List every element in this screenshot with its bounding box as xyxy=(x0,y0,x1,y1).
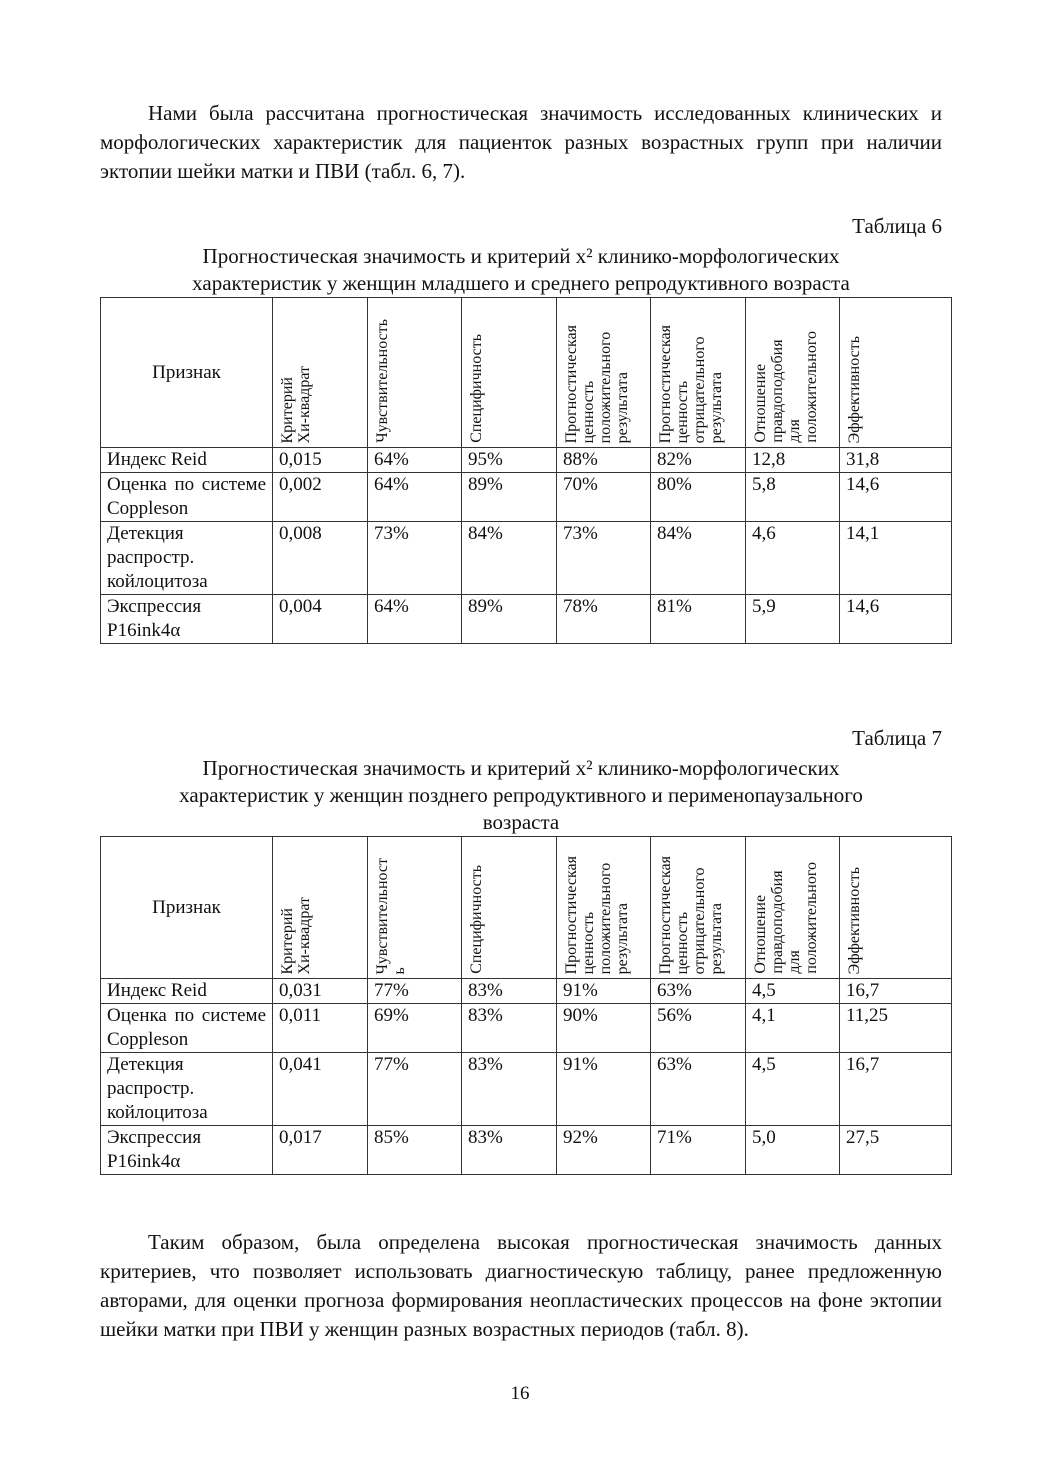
table7-header-efficiency xyxy=(840,837,952,979)
table6-header-sensitivity-text: Чувствительность xyxy=(374,319,391,443)
row-chi: 0,017 xyxy=(273,1126,368,1175)
table7-header-sensitivity-text: Чувствительност ь xyxy=(374,857,408,974)
row-npv: 81% xyxy=(651,595,746,644)
row-ppv: 73% xyxy=(557,522,651,595)
table6-header-specificity-text: Специфичность xyxy=(468,334,485,443)
row-efficiency: 14,1 xyxy=(840,522,952,595)
table7-title-line1: Прогностическая значимость и критерий х² клинико-морфологических xyxy=(202,756,840,780)
row-specificity: 89% xyxy=(462,595,557,644)
row-specificity: 83% xyxy=(462,1126,557,1175)
row-feature: Детекция распростр. койлоцитоза xyxy=(101,522,273,595)
row-feature: Индекс Reid xyxy=(101,448,273,473)
table6-header-lr xyxy=(746,298,840,448)
row-ppv: 70% xyxy=(557,473,651,522)
row-specificity: 83% xyxy=(462,1004,557,1053)
table6 xyxy=(100,297,952,644)
row-chi: 0,002 xyxy=(273,473,368,522)
row-npv: 80% xyxy=(651,473,746,522)
row-lr: 4,1 xyxy=(746,1004,840,1053)
table-row xyxy=(101,448,952,473)
row-npv: 56% xyxy=(651,1004,746,1053)
row-chi: 0,008 xyxy=(273,522,368,595)
row-specificity: 89% xyxy=(462,473,557,522)
conclusion-text: Таким образом, была определена высокая прогностическая значимость данных критериев, что позволяет использовать диагностическую таблицу, ранее предложенную авторами, для оценки прогноза формирования неопластических процессов на фоне эктопии шейки матки при ПВИ у женщин разных возрастных периодов (табл. 8). xyxy=(100,1230,942,1341)
row-npv: 63% xyxy=(651,1053,746,1126)
table6-title-line1: Прогностическая значимость и критерий х² клинико-морфологических xyxy=(202,244,840,268)
table-row xyxy=(101,979,952,1004)
table7-header-ppv xyxy=(557,837,651,979)
row-chi: 0,011 xyxy=(273,1004,368,1053)
row-feature: Оценка по системе Coppleson xyxy=(101,473,273,522)
table7-header-ppv-text: Прогностическая ценность положительного результата xyxy=(563,855,631,974)
intro-paragraph xyxy=(100,99,942,186)
row-sensitivity: 69% xyxy=(368,1004,462,1053)
table-row xyxy=(101,1004,952,1053)
row-efficiency: 31,8 xyxy=(840,448,952,473)
row-feature: Оценка по системе Coppleson xyxy=(101,1004,273,1053)
row-efficiency: 14,6 xyxy=(840,473,952,522)
table6-header-feature: Признак xyxy=(101,298,273,448)
row-ppv: 92% xyxy=(557,1126,651,1175)
row-npv: 71% xyxy=(651,1126,746,1175)
table7-header-row xyxy=(101,837,952,979)
row-sensitivity: 73% xyxy=(368,522,462,595)
row-ppv: 90% xyxy=(557,1004,651,1053)
row-lr: 5,9 xyxy=(746,595,840,644)
table6-header-row xyxy=(101,298,952,448)
table6-header-npv xyxy=(651,298,746,448)
table-row xyxy=(101,473,952,522)
row-lr: 4,5 xyxy=(746,1053,840,1126)
table7-header-feature: Признак xyxy=(101,837,273,979)
table6-header-chi xyxy=(273,298,368,448)
row-sensitivity: 77% xyxy=(368,1053,462,1126)
table7-title-line2: характеристик у женщин позднего репродуктивного и перименопаузального xyxy=(179,783,863,807)
table6-header-sensitivity xyxy=(368,298,462,448)
table7-header-sensitivity xyxy=(368,837,462,979)
row-sensitivity: 64% xyxy=(368,448,462,473)
row-chi: 0,031 xyxy=(273,979,368,1004)
row-specificity: 83% xyxy=(462,979,557,1004)
row-npv: 84% xyxy=(651,522,746,595)
table6-header-ppv-text: Прогностическая ценность положительного результата xyxy=(563,324,631,443)
row-feature: Экспрессия P16ink4α xyxy=(101,1126,273,1175)
table6-header-lr-text: Отношение правдоподобия для положительного xyxy=(752,331,820,443)
table7-title-line3: возраста xyxy=(482,810,560,834)
table6-header-specificity xyxy=(462,298,557,448)
table6-label: Таблица 6 xyxy=(852,214,942,238)
conclusion-paragraph xyxy=(100,1228,942,1344)
table6-title-line2: характеристик у женщин младшего и среднего репродуктивного возраста xyxy=(192,271,850,295)
table7 xyxy=(100,836,952,1175)
row-chi: 0,004 xyxy=(273,595,368,644)
row-specificity: 95% xyxy=(462,448,557,473)
row-specificity: 84% xyxy=(462,522,557,595)
table7-header-lr xyxy=(746,837,840,979)
row-lr: 12,8 xyxy=(746,448,840,473)
row-sensitivity: 77% xyxy=(368,979,462,1004)
row-ppv: 91% xyxy=(557,979,651,1004)
table6-header-chi-text: Критерий Хи-квадрат xyxy=(279,365,313,443)
row-ppv: 78% xyxy=(557,595,651,644)
table7-header-chi-text: Критерий Хи-квадрат xyxy=(279,896,313,974)
row-feature: Экспрессия P16ink4α xyxy=(101,595,273,644)
intro-text: Нами была рассчитана прогностическая значимость исследованных клинических и морфологических характеристик для пациенток разных возрастных групп при наличии эктопии шейки матки и ПВИ (табл. 6, 7). xyxy=(100,101,942,183)
row-lr: 5,8 xyxy=(746,473,840,522)
row-efficiency: 11,25 xyxy=(840,1004,952,1053)
row-efficiency: 16,7 xyxy=(840,979,952,1004)
row-lr: 4,5 xyxy=(746,979,840,1004)
table-row xyxy=(101,1053,952,1126)
row-feature: Детекция распростр. койлоцитоза xyxy=(101,1053,273,1126)
table6-header-ppv xyxy=(557,298,651,448)
table-row xyxy=(101,1126,952,1175)
row-efficiency: 27,5 xyxy=(840,1126,952,1175)
row-chi: 0,015 xyxy=(273,448,368,473)
table-row xyxy=(101,522,952,595)
table-row xyxy=(101,595,952,644)
row-feature: Индекс Reid xyxy=(101,979,273,1004)
row-chi: 0,041 xyxy=(273,1053,368,1126)
table7-label: Таблица 7 xyxy=(852,726,942,750)
row-specificity: 83% xyxy=(462,1053,557,1126)
page-number: 16 xyxy=(510,1383,530,1404)
table6-header-efficiency xyxy=(840,298,952,448)
table7-header-specificity-text: Специфичность xyxy=(468,865,485,974)
row-sensitivity: 64% xyxy=(368,473,462,522)
table6-header-npv-text: Прогностическая ценность отрицательного результата xyxy=(657,324,725,443)
row-npv: 82% xyxy=(651,448,746,473)
table7-header-npv xyxy=(651,837,746,979)
row-efficiency: 14,6 xyxy=(840,595,952,644)
table7-header-lr-text: Отношение правдоподобия для положительного xyxy=(752,862,820,974)
table7-header-npv-text: Прогностическая ценность отрицательного результата xyxy=(657,855,725,974)
row-sensitivity: 85% xyxy=(368,1126,462,1175)
table7-header-specificity xyxy=(462,837,557,979)
table7-header-chi xyxy=(273,837,368,979)
row-ppv: 91% xyxy=(557,1053,651,1126)
row-lr: 5,0 xyxy=(746,1126,840,1175)
table7-header-efficiency-text: Эффективность xyxy=(846,866,863,974)
row-lr: 4,6 xyxy=(746,522,840,595)
row-efficiency: 16,7 xyxy=(840,1053,952,1126)
row-ppv: 88% xyxy=(557,448,651,473)
row-npv: 63% xyxy=(651,979,746,1004)
table6-header-efficiency-text: Эффективность xyxy=(846,335,863,443)
row-sensitivity: 64% xyxy=(368,595,462,644)
